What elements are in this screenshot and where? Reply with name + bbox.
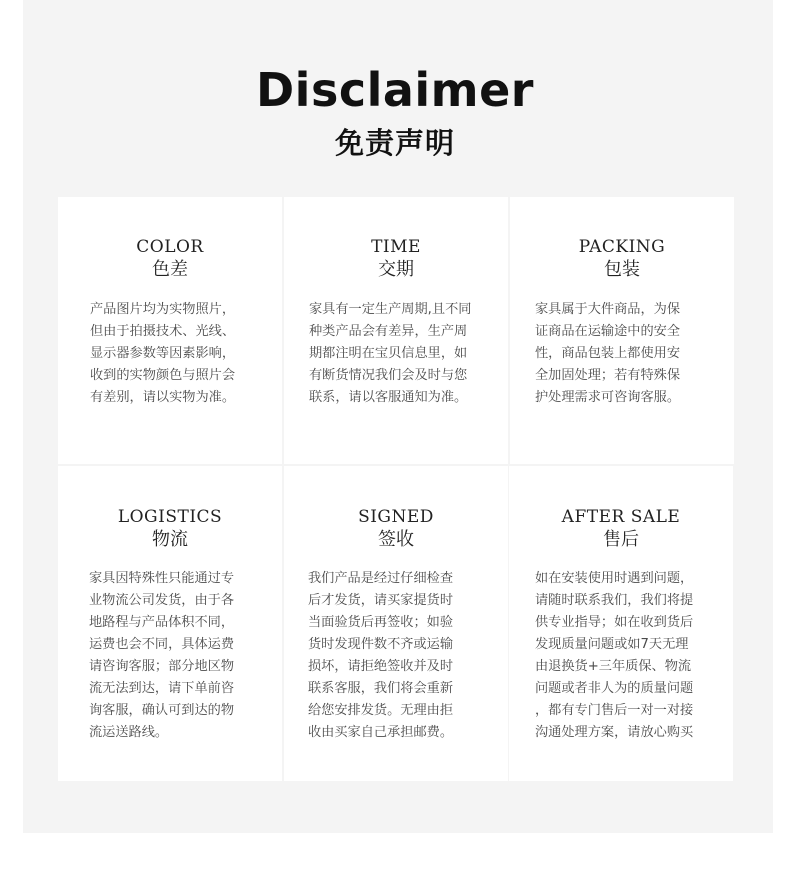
card-body-line: 业物流公司发货，由于各 <box>89 593 235 608</box>
card-body-line: 请随时联系我们，我们将提 <box>535 593 694 608</box>
card-after-sale <box>509 466 733 781</box>
card-body-line: 请咨询客服；部分地区物 <box>89 659 235 674</box>
card-body-line: 我们产品是经过仔细检查 <box>308 571 454 586</box>
card-logistics <box>58 466 282 781</box>
card-body-line: 发现质量问题或如7天无理 <box>535 637 689 652</box>
card-body-line: 种类产品会有差异，生产周 <box>309 324 468 339</box>
card-title-cn: 售后 <box>603 529 639 550</box>
card-body-line: 流运送路线。 <box>89 725 169 740</box>
card-body <box>90 299 264 409</box>
card-title-en: AFTER SALE <box>561 507 681 527</box>
card-title-cn: 交期 <box>378 259 414 280</box>
card-title-en: SIGNED <box>358 507 434 527</box>
card-title-cn: 签收 <box>378 529 414 550</box>
card-body-line: 问题或者非人为的质量问题 <box>535 681 694 696</box>
card-body-line: 联系，请以客服通知为准。 <box>309 390 468 405</box>
card-body-line: 沟通处理方案，请放心购买 <box>535 725 694 740</box>
card-body-line: 家具因特殊性只能通过专 <box>89 571 235 586</box>
card-body-line: 收到的实物颜色与照片会 <box>90 368 236 383</box>
card-body-line: 后才发货，请买家提货时 <box>308 593 454 608</box>
card-body-line: 询客服，确认可到达的物 <box>89 703 235 718</box>
card-body-line: 由退换货+三年质保、物流 <box>535 659 692 674</box>
card-body-line: 家具有一定生产周期,且不同 <box>309 302 472 317</box>
card-body-line: 显示器参数等因素影响， <box>90 346 236 361</box>
card-color <box>58 197 282 464</box>
card-title-en: TIME <box>371 237 421 257</box>
card-body-line: 联系客服，我们将会重新 <box>308 681 454 696</box>
card-title-en: PACKING <box>578 237 666 257</box>
card-title-cn: 色差 <box>152 259 188 280</box>
card-body-line: 全加固处理；若有特殊保 <box>535 368 681 383</box>
card-title-en: COLOR <box>136 237 204 257</box>
card-body <box>308 568 482 744</box>
page-subtitle: 免责声明 <box>334 126 455 160</box>
card-body-line: 如在安装使用时遇到问题， <box>535 571 694 586</box>
card-body-line: 性，商品包装上都使用安 <box>535 346 681 361</box>
card-body-line: 地路程与产品体积不同， <box>89 615 235 630</box>
card-body-line: 有差别，请以实物为准。 <box>90 390 236 405</box>
card-body-line: 但由于拍摄技术、光线、 <box>90 324 236 339</box>
card-time <box>284 197 508 464</box>
card-body-line: 证商品在运输途中的安全 <box>535 324 681 339</box>
card-body-line: 流无法到达，请下单前咨 <box>89 681 235 696</box>
card-body-line: 期都注明在宝贝信息里，如 <box>309 346 468 361</box>
card-body-line: 家具属于大件商品，为保 <box>535 302 681 317</box>
card-body <box>89 568 263 744</box>
card-title-cn: 包装 <box>604 259 640 280</box>
card-body-line: 损坏，请拒绝签收并及时 <box>308 659 454 674</box>
card-signed <box>284 466 508 781</box>
card-body <box>535 299 709 409</box>
card-body <box>309 299 483 409</box>
card-body-line: ，都有专门售后一对一对接 <box>535 703 694 718</box>
page-title: Disclaimer <box>256 63 534 117</box>
card-body-line: 产品图片均为实物照片， <box>90 302 236 317</box>
card-body-line: 护处理需求可咨询客服。 <box>535 390 681 405</box>
card-packing <box>510 197 734 464</box>
card-body <box>535 568 715 744</box>
card-body-line: 给您安排发货。无理由拒 <box>308 703 454 718</box>
card-body-line: 有断货情况我们会及时与您 <box>309 368 468 383</box>
card-body-line: 运费也会不同，具体运费 <box>89 637 235 652</box>
card-body-line: 货时发现件数不齐或运输 <box>308 637 454 652</box>
card-body-line: 收由买家自己承担邮费。 <box>308 725 454 740</box>
card-title-en: LOGISTICS <box>117 507 223 527</box>
card-body-line: 当面验货后再签收；如验 <box>308 615 454 630</box>
card-title-cn: 物流 <box>152 529 188 550</box>
card-body-line: 供专业指导；如在收到货后 <box>535 615 694 630</box>
